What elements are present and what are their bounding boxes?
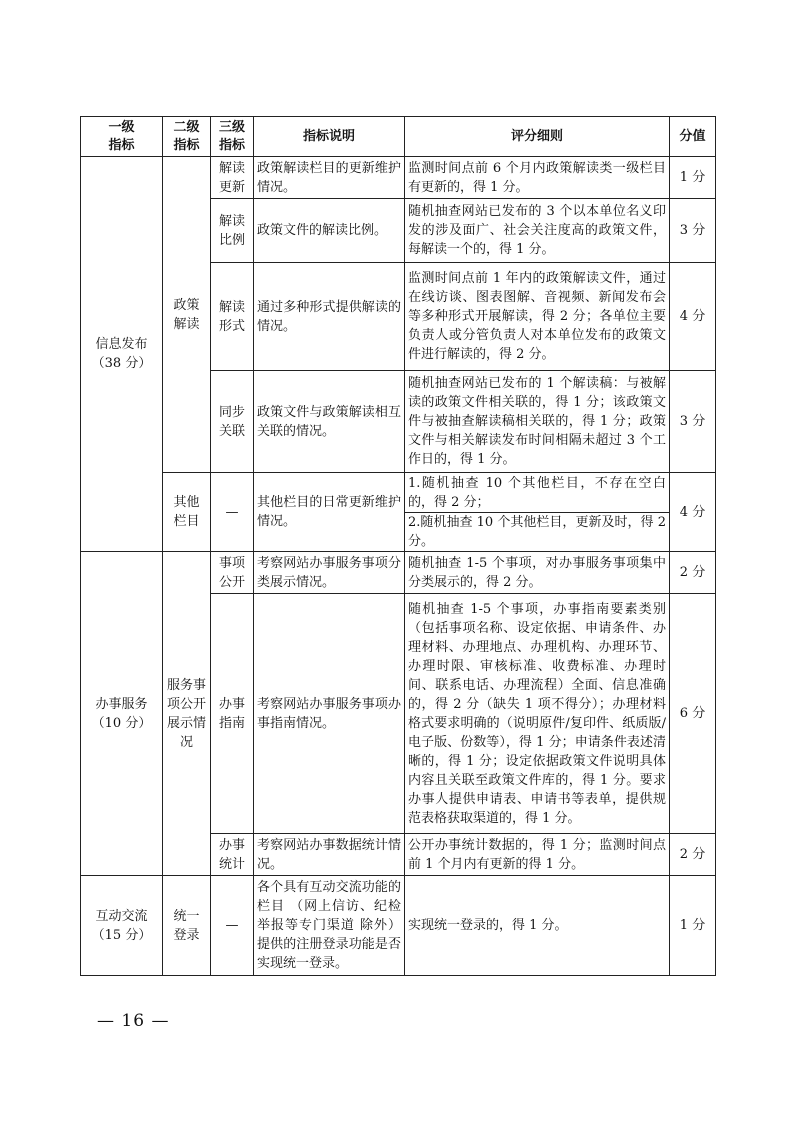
score-cell: 随机抽查网站已发布的 1 个解读稿：与被解读的政策文件相关联的，得 1 分；该政策文件与被抽查解读稿相关联的，得 1 分；政策文件与相关解读发布时间相隔未超过 3 个工作日的，得 1 分。 <box>405 371 670 473</box>
level3-cell: 解读 比例 <box>211 199 254 263</box>
desc-cell: 考察网站办事服务事项办事指南情况。 <box>254 594 405 834</box>
score-cell: 公开办事统计数据的，得 1 分；监测时间点前 1 个月内有更新的得 1 分。 <box>405 834 670 876</box>
score-cell: 实现统一登录的，得 1 分。 <box>405 876 670 976</box>
points-cell: 4 分 <box>670 473 716 552</box>
level3-cell: 办事 指南 <box>211 594 254 834</box>
points-cell: 6 分 <box>670 594 716 834</box>
header-row <box>81 117 716 157</box>
level2-policy: 政策 解读 <box>163 157 211 473</box>
points-cell: 1 分 <box>670 157 716 199</box>
table-row <box>81 552 716 594</box>
table-row <box>81 473 716 513</box>
level3-cell: — <box>211 473 254 552</box>
points-cell: 2 分 <box>670 552 716 594</box>
header-level2: 二级 指标 <box>163 117 211 157</box>
level1-service: 办事服务 （10 分） <box>81 552 163 876</box>
points-cell: 3 分 <box>670 199 716 263</box>
score-cell: 随机抽查 1-5 个事项，对办事服务事项集中分类展示的，得 2 分。 <box>405 552 670 594</box>
desc-cell: 其他栏目的日常更新维护情况。 <box>254 473 405 552</box>
level2-interact: 统一 登录 <box>163 876 211 976</box>
desc-cell: 各个具有互动交流功能的栏目 （网上信访、纪检举报等专门渠道 除外）提供的注册登录功能是否实现统一登录。 <box>254 876 405 976</box>
level2-service: 服务事 项公开 展示情 况 <box>163 552 211 876</box>
score-cell: 1.随机抽查 10 个其他栏目，不存在空白的，得 2 分； <box>405 473 670 513</box>
score-cell: 2.随机抽查 10 个其他栏目，更新及时，得 2 分。 <box>405 513 670 552</box>
points-cell: 4 分 <box>670 263 716 371</box>
score-cell: 随机抽查 1-5 个事项，办事指南要素类别（包括事项名称、设定依据、申请条件、办理材料、办理地点、办理机构、办理环节、办理时限、审核标准、收费标准、办理时间、联系电话、办理流程）全面、信息准确的，得 2 分（缺失 1 项不得分）；办理材料格式要求明确的（说明原件/复印件、纸质版/电子版、份数等），得 1 分；申请条件表述清晰的，得 1 分；设定依据政策文件说明具体内容且关联至政策文件库的，得 1 分。要求办事人提供申请表、申请书等表单，提供规范表格获取渠道的，得 1 分。 <box>405 594 670 834</box>
header-level3: 三级 指标 <box>211 117 254 157</box>
points-cell: 1 分 <box>670 876 716 976</box>
table-row <box>81 157 716 199</box>
table-row <box>81 876 716 976</box>
level1-interact: 互动交流 （15 分） <box>81 876 163 976</box>
desc-cell: 政策文件的解读比例。 <box>254 199 405 263</box>
score-cell: 监测时间点前 6 个月内政策解读类一级栏目有更新的，得 1 分。 <box>405 157 670 199</box>
points-cell: 3 分 <box>670 371 716 473</box>
level3-cell: 同步 关联 <box>211 371 254 473</box>
desc-cell: 考察网站办事数据统计情况。 <box>254 834 405 876</box>
page-number: — 16 — <box>97 1011 170 1031</box>
desc-cell: 政策解读栏目的更新维护情况。 <box>254 157 405 199</box>
level3-cell: — <box>211 876 254 976</box>
level3-cell: 解读 更新 <box>211 157 254 199</box>
score-cell: 监测时间点前 1 年内的政策解读文件，通过在线访谈、图表图解、音视频、新闻发布会等多种形式开展解读，得 2 分；各单位主要负责人或分管负责人对本单位发布的政策文件进行解读的，得 2 分。 <box>405 263 670 371</box>
level3-cell: 解读 形式 <box>211 263 254 371</box>
score-cell: 随机抽查网站已发布的 3 个以本单位名义印发的涉及面广、社会关注度高的政策文件，每解读一个的，得 1 分。 <box>405 199 670 263</box>
evaluation-table <box>80 116 716 976</box>
desc-cell: 通过多种形式提供解读的情况。 <box>254 263 405 371</box>
header-scoring: 评分细则 <box>405 117 670 157</box>
desc-cell: 考察网站办事服务事项分类展示情况。 <box>254 552 405 594</box>
desc-cell: 政策文件与政策解读相互关联的情况。 <box>254 371 405 473</box>
header-desc: 指标说明 <box>254 117 405 157</box>
header-level1: 一级 指标 <box>81 117 163 157</box>
level3-cell: 办事 统计 <box>211 834 254 876</box>
level3-cell: 事项 公开 <box>211 552 254 594</box>
level2-other: 其他 栏目 <box>163 473 211 552</box>
points-cell: 2 分 <box>670 834 716 876</box>
header-points: 分值 <box>670 117 716 157</box>
level1-info: 信息发布 （38 分） <box>81 157 163 552</box>
